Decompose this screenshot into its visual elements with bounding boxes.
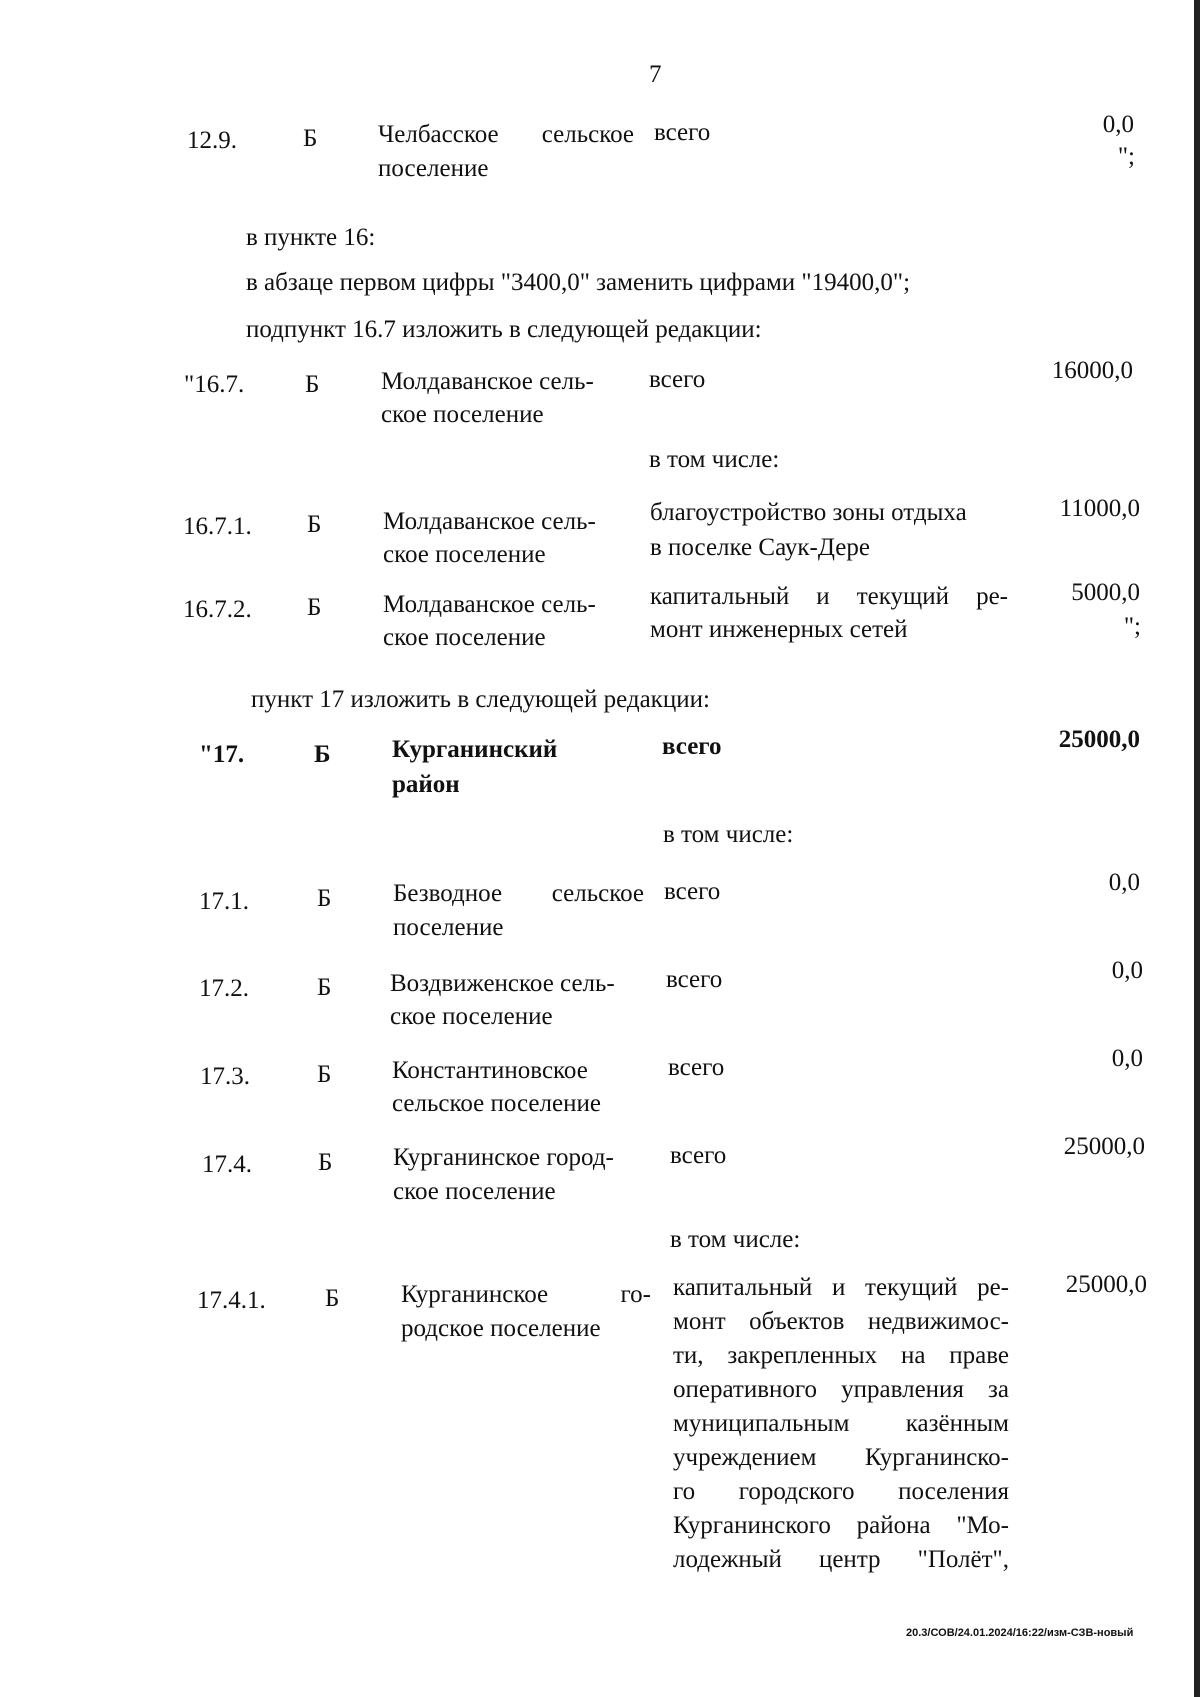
row-name: Молдаванское сель- [381,368,594,395]
row-kind: благоустройство зоны отдыха [650,499,967,526]
row-amount: 0,0 [1111,1045,1143,1072]
row-amount: 0,0 [1102,111,1134,138]
row-name: ское поселение [383,624,546,651]
row-kind-line: оперативного управления за [673,1376,1009,1403]
paragraph: пункт 17 изложить в следующей редакции: [251,686,710,713]
row-amount: 0,0 [1108,869,1140,896]
closing-quote: "; [1123,613,1141,640]
row-name: поселение [378,155,489,182]
row-number: 16.7.2. [183,596,252,623]
row-name: Курганинское го- [401,1281,651,1308]
row-code: Б [307,511,322,538]
row-name: Безводное сельское [393,880,644,907]
row-amount: 25000,0 [1058,726,1140,753]
row-name: Молдаванское сель- [383,591,596,618]
row-code: Б [317,885,332,912]
row-code: Б [314,741,331,768]
document-footer-code: 20.3/СОВ/24.01.2024/16:22/изм-СЗВ-новый [906,1627,1134,1639]
in-that-number: в том числе: [663,821,794,848]
row-name: ское поселение [381,401,544,428]
row-code: Б [317,1061,332,1088]
scan-edge [1194,0,1200,1697]
row-code: Б [318,1149,333,1176]
row-name: сельское поселение [392,1090,601,1117]
row-kind-line: го городского поселения [673,1478,1009,1505]
row-number: 17.4.1. [197,1287,266,1314]
row-number: 17.3. [200,1063,250,1090]
row-kind-line: капитальный и текущий ре- [673,1274,1009,1301]
row-amount: 25000,0 [1065,1271,1147,1298]
row-number: "16.7. [184,371,245,398]
row-name: Константиновское [392,1057,588,1084]
row-kind: всего [666,966,723,993]
row-code: Б [303,125,318,152]
row-number: 17.2. [199,975,249,1002]
row-number: 12.9. [187,127,237,154]
row-amount: 25000,0 [1063,1133,1145,1160]
row-kind-line: монт объектов недвижимос- [673,1308,1009,1335]
paragraph: подпункт 16.7 изложить в следующей редакции: [246,316,762,343]
row-name: ское поселение [383,541,546,568]
row-name: район [392,771,460,798]
row-kind-line: муниципальным казённым [673,1410,1009,1437]
row-code: Б [305,371,320,398]
row-kind: монт инженерных сетей [650,616,908,643]
paragraph: в абзаце первом цифры "3400,0" заменить цифрами "19400,0"; [246,269,911,296]
in-that-number: в том числе: [670,1226,801,1253]
row-name: ское поселение [390,1003,553,1030]
row-kind: капитальный и текущий ре- [650,583,1008,610]
row-name: Курганинское город- [393,1144,614,1171]
row-amount: 16000,0 [1051,357,1133,384]
page-number: 7 [649,61,662,88]
row-kind-block [673,1271,1009,1577]
row-number: "17. [199,741,245,768]
row-kind-line: ти, закрепленных на праве [673,1342,1009,1369]
row-number: 16.7.1. [183,513,252,540]
row-name: ское поселение [393,1178,556,1205]
row-name: Воздвиженское сель- [390,970,615,997]
row-code: Б [325,1285,340,1312]
row-kind-line: учреждением Курганинско- [673,1444,1009,1471]
row-kind: всего [670,1142,727,1169]
row-number: 17.4. [202,1151,252,1178]
row-amount: 11000,0 [1059,495,1140,522]
row-number: 17.1. [199,888,249,915]
row-code: Б [317,974,332,1001]
closing-quote: "; [1117,143,1135,170]
row-kind-line: лодежный центр "Полёт", [673,1546,1009,1573]
row-name: поселение [393,914,504,941]
row-kind: всего [662,733,722,760]
row-kind: всего [649,366,706,393]
row-amount: 0,0 [1111,957,1143,984]
row-kind: всего [654,119,711,146]
in-that-number: в том числе: [649,446,780,473]
row-kind: всего [664,878,721,905]
row-code: Б [307,594,322,621]
row-name: Челбасское сельское [378,121,634,148]
row-kind: в поселке Саук-Дере [650,534,870,561]
row-kind: всего [668,1054,725,1081]
row-amount: 5000,0 [1071,579,1140,606]
row-name: Молдаванское сель- [383,508,596,535]
row-kind-line: Курганинского района "Мо- [673,1512,1009,1539]
row-name: родское поселение [401,1315,601,1342]
row-name: Курганинский [392,736,558,763]
paragraph: в пункте 16: [246,224,376,251]
